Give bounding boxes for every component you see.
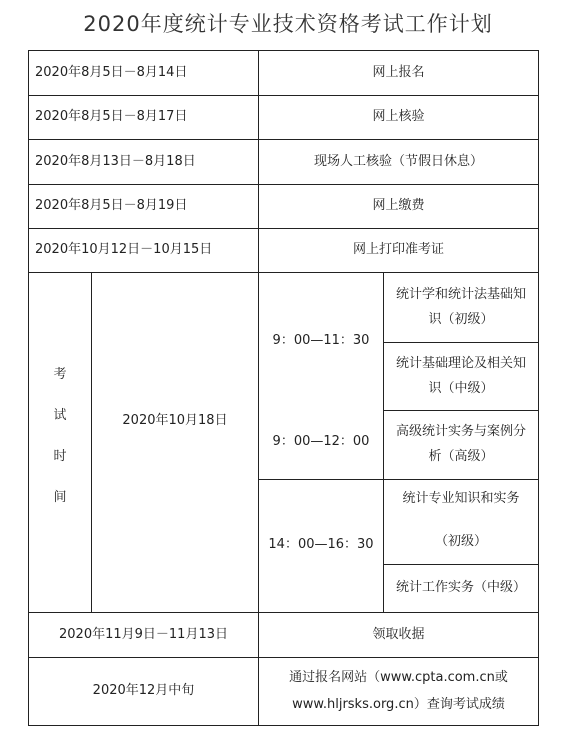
exam-subject: 高级统计实务与案例分析（高级） [395, 424, 526, 464]
table-cell-date: 2020年8月13日－8月18日 [35, 153, 196, 169]
exam-date: 2020年10月18日 [122, 413, 228, 429]
table-cell-task: 现场人工核验（节假日休息） [313, 153, 483, 169]
table-cell-task: 网上打印准考证 [352, 242, 444, 258]
exam-subject-level: （初级） [434, 533, 487, 549]
table-cell-date: 2020年12月中旬 [92, 683, 195, 699]
table-cell-date: 2020年11月9日－11月13日 [59, 626, 228, 642]
exam-time-slot: 9：00—11：30 [272, 332, 370, 348]
page-title: 2020年度统计专业技术资格考试工作计划 [83, 12, 493, 36]
table-cell-date: 2020年8月5日－8月14日 [35, 64, 188, 80]
table-cell-date: 2020年8月5日－8月19日 [35, 198, 188, 214]
results-line: 通过报名网站（www.cpta.com.cn或 [289, 669, 508, 685]
table-cell-task: 网上核验 [372, 109, 425, 125]
exam-subject: 统计基础理论及相关知识（中级） [395, 355, 526, 396]
results-line: www.hljrsks.org.cn）查询考试成绩 [292, 696, 505, 712]
exam-subject: 统计学和统计法基础知识（初级） [395, 286, 526, 327]
subject-divider [383, 479, 539, 480]
exam-time-slot: 14：00—16：30 [268, 536, 374, 552]
exam-subject: 统计工作实务（中级） [395, 580, 526, 596]
exam-time-label [29, 365, 91, 529]
table-cell-task: 领取收据 [372, 626, 425, 642]
exam-time-slot: 9：00—12：00 [272, 433, 370, 449]
exam-time-char: 考 [53, 367, 67, 382]
exam-time-char: 试 [53, 408, 67, 423]
table-border-right [538, 50, 539, 726]
table-cell-task: 网上报名 [372, 64, 425, 80]
slot-divider [258, 479, 384, 480]
exam-time-char: 时 [53, 449, 67, 464]
exam-time-char: 间 [53, 490, 67, 505]
table-cell-date: 2020年8月5日－8月17日 [35, 109, 188, 125]
table-cell-date: 2020年10月12日－10月15日 [35, 242, 213, 258]
exam-subject: 统计专业知识和实务 [402, 490, 520, 506]
table-border-bottom [28, 725, 539, 726]
table-cell-task: 网上缴费 [372, 198, 425, 214]
